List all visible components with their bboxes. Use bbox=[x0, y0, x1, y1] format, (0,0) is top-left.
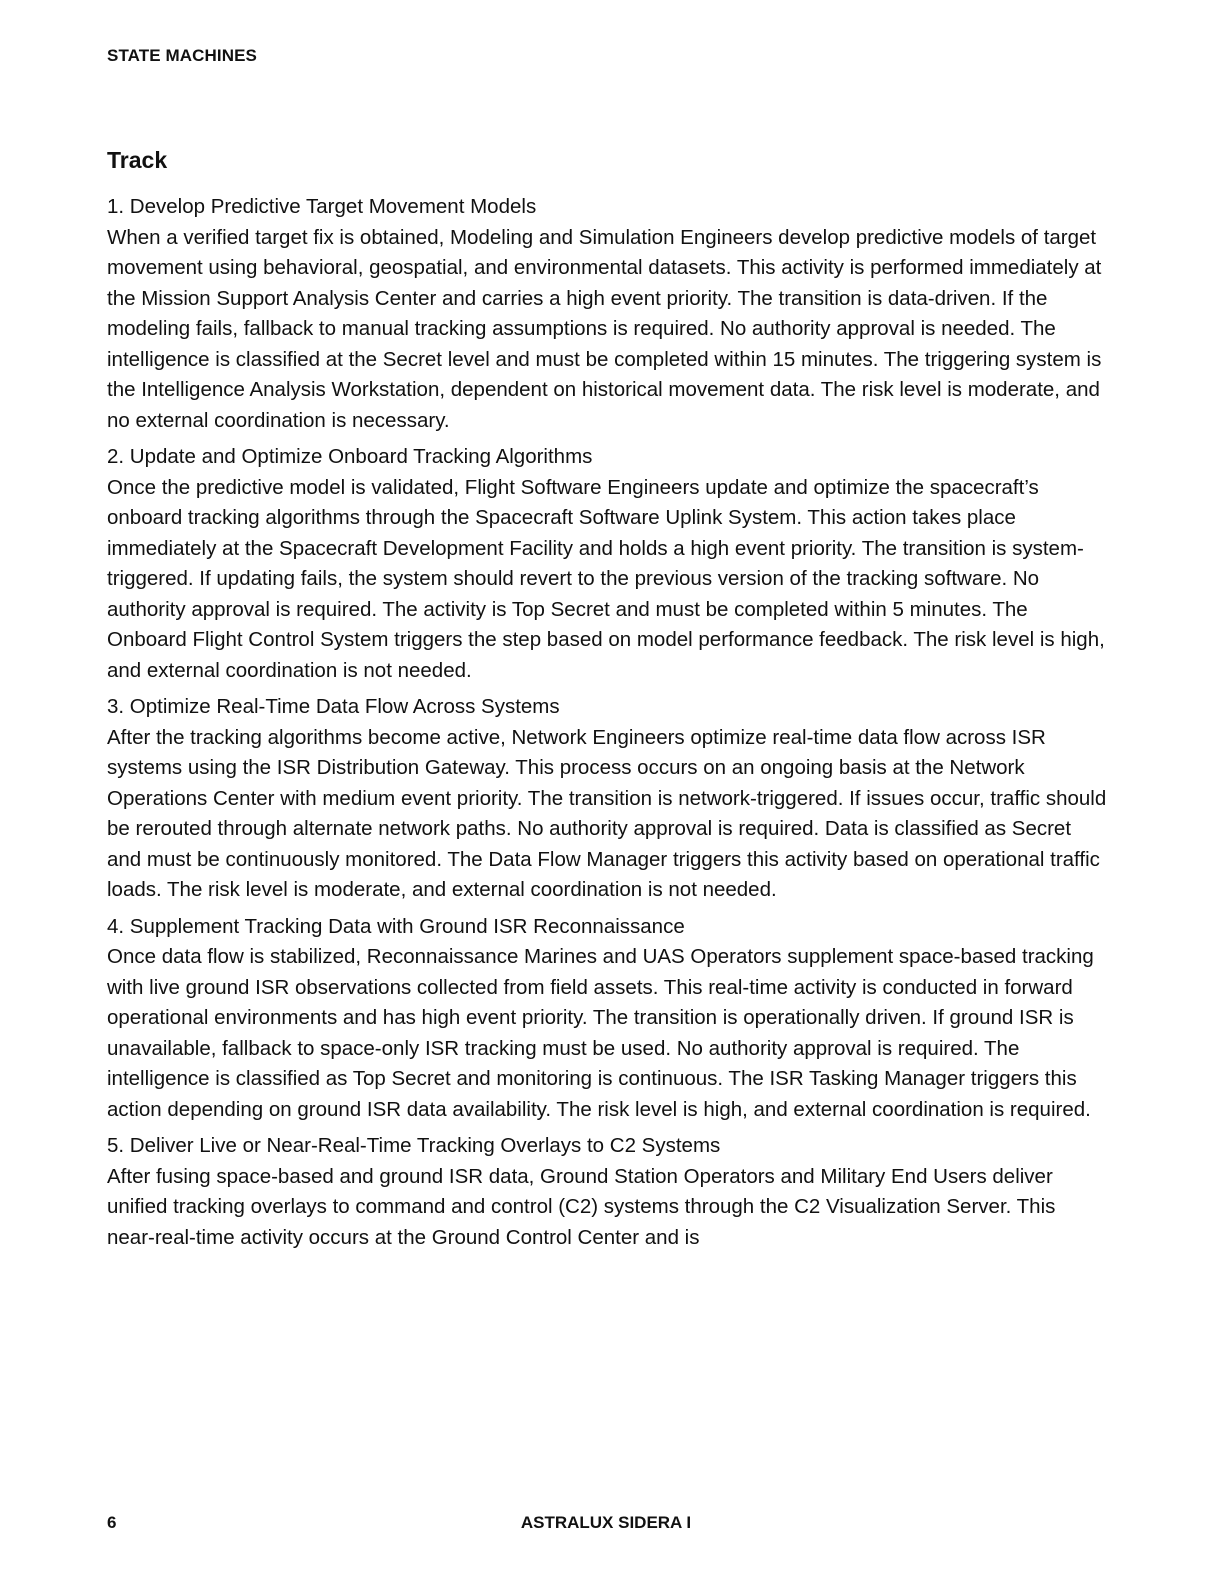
step-body: Once the predictive model is validated, Flight Software Engineers update and optimize the spacecraft’s onboard tracking algorithms through the Spacecraft Software Uplink System. This action takes place immediately at the Spacecraft Development Facility and holds a high event priority. The transition is system-triggered. If updating fails, the system should revert to the previous version of the tracking software. No authority approval is required. The activity is Top Secret and must be completed within 5 minutes. The Onboard Flight Control System triggers the step based on model performance feedback. The risk level is high, and external coordination is not needed. bbox=[107, 475, 1105, 682]
step-body: When a verified target fix is obtained, Modeling and Simulation Engineers develop predictive models of target movement using behavioral, geospatial, and environmental datasets. This activity is performed immediately at the Mission Support Analysis Center and carries a high event priority. The transition is data-driven. If the modeling fails, fallback to manual tracking assumptions is required. No authority approval is needed. The intelligence is classified at the Secret level and must be completed within 15 minutes. The triggering system is the Intelligence Analysis Workstation, dependent on historical movement data. The risk level is moderate, and no external coordination is necessary. bbox=[107, 225, 1102, 432]
step-4 bbox=[107, 912, 1107, 1126]
step-3 bbox=[107, 692, 1107, 906]
footer-document-title: ASTRALUX SIDERA I bbox=[520, 1513, 692, 1532]
step-body: After fusing space-based and ground ISR data, Ground Station Operators and Military End Users deliver unified tracking overlays to command and control (C2) systems through the C2 Visualization Server. This near-real-time activity occurs at the Ground Control Center and is bbox=[107, 1164, 1056, 1249]
step-body: After the tracking algorithms become active, Network Engineers optimize real-time data flow across ISR systems using the ISR Distribution Gateway. This process occurs on an ongoing basis at the Network Operations Center with medium event priority. The transition is network-triggered. If issues occur, traffic should be rerouted through alternate network paths. No authority approval is required. Data is classified as Secret and must be continuously monitored. The Data Flow Manager triggers this activity based on operational traffic loads. The risk level is moderate, and external coordination is not needed. bbox=[107, 725, 1107, 901]
step-1 bbox=[107, 192, 1107, 436]
step-heading: 5. Deliver Live or Near-Real-Time Tracking Overlays to C2 Systems bbox=[107, 1134, 721, 1157]
step-body: Once data flow is stabilized, Reconnaissance Marines and UAS Operators supplement space-based tracking with live ground ISR observations collected from field assets. This real-time activity is conducted in forward operational environments and has high event priority. The transition is operationally driven. If ground ISR is unavailable, fallback to space-only ISR tracking must be used. No authority approval is required. The intelligence is classified as Top Secret and monitoring is continuous. The ISR Tasking Manager triggers this action depending on ground ISR data availability. The risk level is high, and external coordination is required. bbox=[107, 945, 1094, 1121]
step-list bbox=[107, 192, 1107, 1259]
running-header: STATE MACHINES bbox=[107, 46, 257, 65]
step-heading: 2. Update and Optimize Onboard Tracking Algorithms bbox=[107, 445, 593, 468]
section-title: Track bbox=[107, 147, 168, 173]
step-5 bbox=[107, 1131, 1107, 1253]
step-heading: 1. Develop Predictive Target Movement Models bbox=[107, 195, 537, 218]
page-number: 6 bbox=[107, 1513, 117, 1532]
step-heading: 3. Optimize Real-Time Data Flow Across Systems bbox=[107, 695, 560, 718]
step-2 bbox=[107, 442, 1107, 686]
step-heading: 4. Supplement Tracking Data with Ground ISR Reconnaissance bbox=[107, 914, 685, 938]
